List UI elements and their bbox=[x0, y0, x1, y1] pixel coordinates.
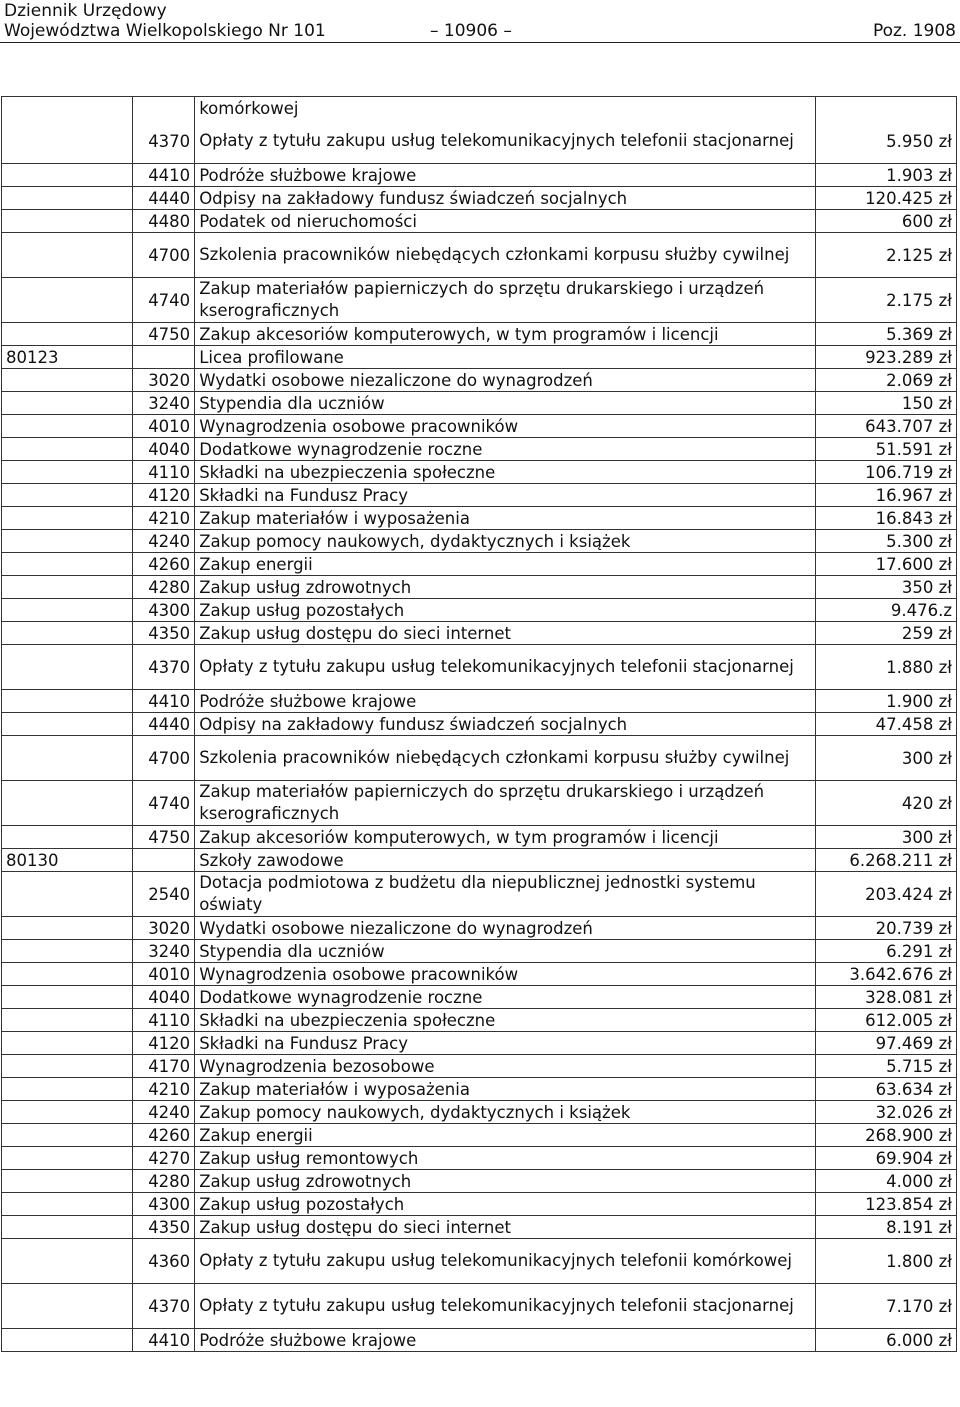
description-cell: Wynagrodzenia bezosobowe bbox=[195, 1055, 816, 1078]
description-cell: Szkolenia pracowników niebędących członkami korpusu służby cywilnej bbox=[195, 736, 816, 781]
description-cell: Licea profilowane bbox=[195, 346, 816, 369]
page-number: – 10906 – bbox=[430, 21, 512, 41]
description-cell: Składki na ubezpieczenia społeczne bbox=[195, 1009, 816, 1032]
amount-cell: 5.950 zł bbox=[815, 119, 956, 164]
table-row bbox=[2, 461, 957, 484]
table-row bbox=[2, 781, 957, 826]
division-cell bbox=[2, 1284, 133, 1329]
table-row bbox=[2, 323, 957, 346]
paragraph-cell: 4010 bbox=[133, 415, 195, 438]
paragraph-cell: 4740 bbox=[133, 781, 195, 826]
amount-cell: 1.880 zł bbox=[815, 645, 956, 690]
table-row bbox=[2, 1284, 957, 1329]
paragraph-cell: 4010 bbox=[133, 963, 195, 986]
amount-cell: 106.719 zł bbox=[815, 461, 956, 484]
amount-cell: 51.591 zł bbox=[815, 438, 956, 461]
table-row bbox=[2, 1124, 957, 1147]
division-cell bbox=[2, 530, 133, 553]
paragraph-cell bbox=[133, 97, 195, 120]
description-cell: Stypendia dla uczniów bbox=[195, 392, 816, 415]
amount-cell: 16.843 zł bbox=[815, 507, 956, 530]
description-cell: Składki na Fundusz Pracy bbox=[195, 484, 816, 507]
division-cell bbox=[2, 1216, 133, 1239]
division-cell bbox=[2, 553, 133, 576]
description-cell: Podróże służbowe krajowe bbox=[195, 690, 816, 713]
description-cell: Dodatkowe wynagrodzenie roczne bbox=[195, 438, 816, 461]
description-cell: Zakup pomocy naukowych, dydaktycznych i książek bbox=[195, 530, 816, 553]
amount-cell: 600 zł bbox=[815, 210, 956, 233]
amount-cell: 300 zł bbox=[815, 736, 956, 781]
paragraph-cell: 4410 bbox=[133, 1329, 195, 1352]
division-cell bbox=[2, 119, 133, 164]
amount-cell: 17.600 zł bbox=[815, 553, 956, 576]
paragraph-cell: 4240 bbox=[133, 1101, 195, 1124]
division-cell bbox=[2, 736, 133, 781]
description-cell: Zakup usług remontowych bbox=[195, 1147, 816, 1170]
table-row bbox=[2, 986, 957, 1009]
journal-title: Dziennik Urzędowy bbox=[4, 1, 167, 21]
table-row bbox=[2, 1193, 957, 1216]
paragraph-cell: 3240 bbox=[133, 940, 195, 963]
paragraph-cell: 4480 bbox=[133, 210, 195, 233]
table-row bbox=[2, 210, 957, 233]
division-cell bbox=[2, 940, 133, 963]
table-row bbox=[2, 599, 957, 622]
paragraph-cell: 4410 bbox=[133, 690, 195, 713]
amount-cell: 259 zł bbox=[815, 622, 956, 645]
description-cell: Podatek od nieruchomości bbox=[195, 210, 816, 233]
amount-cell: 63.634 zł bbox=[815, 1078, 956, 1101]
voivodeship-issue: Województwa Wielkopolskiego Nr 101 bbox=[4, 21, 326, 41]
table-row bbox=[2, 645, 957, 690]
division-cell bbox=[2, 323, 133, 346]
description-cell: Składki na ubezpieczenia społeczne bbox=[195, 461, 816, 484]
table-row bbox=[2, 233, 957, 278]
table-row bbox=[2, 1009, 957, 1032]
division-cell bbox=[2, 415, 133, 438]
description-cell: Zakup akcesoriów komputerowych, w tym programów i licencji bbox=[195, 826, 816, 849]
division-cell bbox=[2, 1124, 133, 1147]
paragraph-cell: 4240 bbox=[133, 530, 195, 553]
division-cell bbox=[2, 826, 133, 849]
position-number: Poz. 1908 bbox=[872, 21, 956, 41]
paragraph-cell: 4210 bbox=[133, 507, 195, 530]
description-cell: Zakup materiałów papierniczych do sprzętu drukarskiego i urządzeń kserograficznych bbox=[195, 781, 816, 826]
paragraph-cell: 4300 bbox=[133, 599, 195, 622]
paragraph-cell: 4360 bbox=[133, 1239, 195, 1284]
division-cell bbox=[2, 1055, 133, 1078]
paragraph-cell: 4740 bbox=[133, 278, 195, 323]
description-cell: Zakup akcesoriów komputerowych, w tym programów i licencji bbox=[195, 323, 816, 346]
page-header bbox=[4, 0, 956, 44]
division-cell bbox=[2, 507, 133, 530]
table-row bbox=[2, 438, 957, 461]
paragraph-cell: 3020 bbox=[133, 369, 195, 392]
table-row bbox=[2, 164, 957, 187]
amount-cell: 150 zł bbox=[815, 392, 956, 415]
division-cell bbox=[2, 1078, 133, 1101]
division-cell bbox=[2, 690, 133, 713]
division-cell bbox=[2, 1147, 133, 1170]
paragraph-cell: 4170 bbox=[133, 1055, 195, 1078]
amount-cell: 5.369 zł bbox=[815, 323, 956, 346]
paragraph-cell: 4260 bbox=[133, 553, 195, 576]
description-cell: Zakup usług zdrowotnych bbox=[195, 576, 816, 599]
amount-cell: 69.904 zł bbox=[815, 1147, 956, 1170]
description-cell: Wynagrodzenia osobowe pracowników bbox=[195, 415, 816, 438]
amount-cell: 1.900 zł bbox=[815, 690, 956, 713]
description-cell: Szkoły zawodowe bbox=[195, 849, 816, 872]
table-row bbox=[2, 507, 957, 530]
table-row bbox=[2, 1239, 957, 1284]
description-cell: Zakup usług pozostałych bbox=[195, 599, 816, 622]
division-cell bbox=[2, 622, 133, 645]
paragraph-cell: 4040 bbox=[133, 986, 195, 1009]
paragraph-cell: 4370 bbox=[133, 1284, 195, 1329]
paragraph-cell: 4120 bbox=[133, 1032, 195, 1055]
amount-cell: 612.005 zł bbox=[815, 1009, 956, 1032]
amount-cell: 6.291 zł bbox=[815, 940, 956, 963]
table-row bbox=[2, 278, 957, 323]
amount-cell: 7.170 zł bbox=[815, 1284, 956, 1329]
division-cell bbox=[2, 97, 133, 120]
table-row bbox=[2, 826, 957, 849]
division-cell bbox=[2, 781, 133, 826]
amount-cell: 203.424 zł bbox=[815, 872, 956, 917]
description-cell: Zakup usług dostępu do sieci internet bbox=[195, 622, 816, 645]
table-row bbox=[2, 369, 957, 392]
division-cell bbox=[2, 963, 133, 986]
amount-cell: 5.715 zł bbox=[815, 1055, 956, 1078]
table-row bbox=[2, 119, 957, 164]
division-cell bbox=[2, 233, 133, 278]
description-cell: Zakup energii bbox=[195, 1124, 816, 1147]
paragraph-cell: 4750 bbox=[133, 826, 195, 849]
paragraph-cell: 4410 bbox=[133, 164, 195, 187]
amount-cell: 20.739 zł bbox=[815, 917, 956, 940]
paragraph-cell: 4440 bbox=[133, 187, 195, 210]
division-cell bbox=[2, 1101, 133, 1124]
paragraph-cell: 3020 bbox=[133, 917, 195, 940]
table-row bbox=[2, 690, 957, 713]
amount-cell: 5.300 zł bbox=[815, 530, 956, 553]
description-cell: Zakup usług dostępu do sieci internet bbox=[195, 1216, 816, 1239]
table-row bbox=[2, 1216, 957, 1239]
paragraph-cell: 4350 bbox=[133, 1216, 195, 1239]
division-cell bbox=[2, 1032, 133, 1055]
budget-table bbox=[1, 96, 957, 1352]
amount-cell: 32.026 zł bbox=[815, 1101, 956, 1124]
amount-cell: 97.469 zł bbox=[815, 1032, 956, 1055]
paragraph-cell: 4210 bbox=[133, 1078, 195, 1101]
table-row bbox=[2, 713, 957, 736]
table-row bbox=[2, 553, 957, 576]
table-row bbox=[2, 1055, 957, 1078]
paragraph-cell: 4270 bbox=[133, 1147, 195, 1170]
amount-cell bbox=[815, 97, 956, 120]
division-cell bbox=[2, 645, 133, 690]
division-cell: 80123 bbox=[2, 346, 133, 369]
description-cell: Zakup materiałów i wyposażenia bbox=[195, 507, 816, 530]
table-row bbox=[2, 1032, 957, 1055]
table-row bbox=[2, 872, 957, 917]
table-row bbox=[2, 530, 957, 553]
division-cell bbox=[2, 392, 133, 415]
amount-cell: 9.476.z bbox=[815, 599, 956, 622]
paragraph-cell: 4370 bbox=[133, 119, 195, 164]
division-cell bbox=[2, 576, 133, 599]
table-row bbox=[2, 1170, 957, 1193]
amount-cell: 3.642.676 zł bbox=[815, 963, 956, 986]
amount-cell: 643.707 zł bbox=[815, 415, 956, 438]
paragraph-cell: 4750 bbox=[133, 323, 195, 346]
amount-cell: 2.175 zł bbox=[815, 278, 956, 323]
division-cell bbox=[2, 872, 133, 917]
paragraph-cell: 4440 bbox=[133, 713, 195, 736]
amount-cell: 2.125 zł bbox=[815, 233, 956, 278]
table-row bbox=[2, 1101, 957, 1124]
table-row bbox=[2, 622, 957, 645]
table-row bbox=[2, 97, 957, 120]
description-cell: Odpisy na zakładowy fundusz świadczeń socjalnych bbox=[195, 187, 816, 210]
description-cell: Dotacja podmiotowa z budżetu dla niepublicznej jednostki systemu oświaty bbox=[195, 872, 816, 917]
division-cell bbox=[2, 210, 133, 233]
table-row bbox=[2, 940, 957, 963]
paragraph-cell: 4120 bbox=[133, 484, 195, 507]
amount-cell: 8.191 zł bbox=[815, 1216, 956, 1239]
description-cell: Opłaty z tytułu zakupu usług telekomunikacyjnych telefonii stacjonarnej bbox=[195, 119, 816, 164]
description-cell: Opłaty z tytułu zakupu usług telekomunikacyjnych telefonii komórkowej bbox=[195, 1239, 816, 1284]
paragraph-cell: 4110 bbox=[133, 461, 195, 484]
paragraph-cell: 3240 bbox=[133, 392, 195, 415]
amount-cell: 420 zł bbox=[815, 781, 956, 826]
table-row bbox=[2, 415, 957, 438]
division-cell: 80130 bbox=[2, 849, 133, 872]
header-rule bbox=[0, 42, 960, 43]
description-cell: Zakup usług pozostałych bbox=[195, 1193, 816, 1216]
amount-cell: 6.000 zł bbox=[815, 1329, 956, 1352]
paragraph-cell: 4300 bbox=[133, 1193, 195, 1216]
table-row bbox=[2, 849, 957, 872]
description-cell: Wydatki osobowe niezaliczone do wynagrodzeń bbox=[195, 369, 816, 392]
division-cell bbox=[2, 438, 133, 461]
table-row bbox=[2, 1078, 957, 1101]
amount-cell: 6.268.211 zł bbox=[815, 849, 956, 872]
description-cell: Podróże służbowe krajowe bbox=[195, 164, 816, 187]
division-cell bbox=[2, 278, 133, 323]
division-cell bbox=[2, 1009, 133, 1032]
amount-cell: 923.289 zł bbox=[815, 346, 956, 369]
amount-cell: 1.800 zł bbox=[815, 1239, 956, 1284]
description-cell: Odpisy na zakładowy fundusz świadczeń socjalnych bbox=[195, 713, 816, 736]
paragraph-cell: 4110 bbox=[133, 1009, 195, 1032]
paragraph-cell bbox=[133, 849, 195, 872]
description-cell: Opłaty z tytułu zakupu usług telekomunikacyjnych telefonii stacjonarnej bbox=[195, 1284, 816, 1329]
paragraph-cell: 4700 bbox=[133, 736, 195, 781]
division-cell bbox=[2, 369, 133, 392]
division-cell bbox=[2, 917, 133, 940]
paragraph-cell: 4260 bbox=[133, 1124, 195, 1147]
division-cell bbox=[2, 164, 133, 187]
amount-cell: 1.903 zł bbox=[815, 164, 956, 187]
division-cell bbox=[2, 986, 133, 1009]
table-row bbox=[2, 917, 957, 940]
division-cell bbox=[2, 1193, 133, 1216]
description-cell: komórkowej bbox=[195, 97, 816, 120]
amount-cell: 350 zł bbox=[815, 576, 956, 599]
description-cell: Wynagrodzenia osobowe pracowników bbox=[195, 963, 816, 986]
division-cell bbox=[2, 1329, 133, 1352]
description-cell: Zakup usług zdrowotnych bbox=[195, 1170, 816, 1193]
division-cell bbox=[2, 713, 133, 736]
paragraph-cell: 4700 bbox=[133, 233, 195, 278]
description-cell: Zakup energii bbox=[195, 553, 816, 576]
paragraph-cell: 4040 bbox=[133, 438, 195, 461]
table-row bbox=[2, 1147, 957, 1170]
division-cell bbox=[2, 461, 133, 484]
paragraph-cell bbox=[133, 346, 195, 369]
division-cell bbox=[2, 187, 133, 210]
division-cell bbox=[2, 484, 133, 507]
division-cell bbox=[2, 599, 133, 622]
division-cell bbox=[2, 1239, 133, 1284]
amount-cell: 328.081 zł bbox=[815, 986, 956, 1009]
description-cell: Podróże służbowe krajowe bbox=[195, 1329, 816, 1352]
description-cell: Zakup materiałów i wyposażenia bbox=[195, 1078, 816, 1101]
table-row bbox=[2, 963, 957, 986]
amount-cell: 2.069 zł bbox=[815, 369, 956, 392]
table-row bbox=[2, 392, 957, 415]
table-row bbox=[2, 187, 957, 210]
paragraph-cell: 4280 bbox=[133, 576, 195, 599]
description-cell: Składki na Fundusz Pracy bbox=[195, 1032, 816, 1055]
table-row bbox=[2, 736, 957, 781]
description-cell: Zakup materiałów papierniczych do sprzętu drukarskiego i urządzeń kserograficznych bbox=[195, 278, 816, 323]
paragraph-cell: 4370 bbox=[133, 645, 195, 690]
table-row bbox=[2, 346, 957, 369]
amount-cell: 120.425 zł bbox=[815, 187, 956, 210]
paragraph-cell: 4280 bbox=[133, 1170, 195, 1193]
amount-cell: 123.854 zł bbox=[815, 1193, 956, 1216]
amount-cell: 268.900 zł bbox=[815, 1124, 956, 1147]
table-row bbox=[2, 576, 957, 599]
amount-cell: 4.000 zł bbox=[815, 1170, 956, 1193]
amount-cell: 47.458 zł bbox=[815, 713, 956, 736]
division-cell bbox=[2, 1170, 133, 1193]
amount-cell: 16.967 zł bbox=[815, 484, 956, 507]
table-row bbox=[2, 484, 957, 507]
description-cell: Wydatki osobowe niezaliczone do wynagrodzeń bbox=[195, 917, 816, 940]
budget-table-body bbox=[2, 97, 957, 1352]
table-row bbox=[2, 1329, 957, 1352]
description-cell: Szkolenia pracowników niebędących członkami korpusu służby cywilnej bbox=[195, 233, 816, 278]
amount-cell: 300 zł bbox=[815, 826, 956, 849]
description-cell: Stypendia dla uczniów bbox=[195, 940, 816, 963]
description-cell: Dodatkowe wynagrodzenie roczne bbox=[195, 986, 816, 1009]
description-cell: Opłaty z tytułu zakupu usług telekomunikacyjnych telefonii stacjonarnej bbox=[195, 645, 816, 690]
paragraph-cell: 2540 bbox=[133, 872, 195, 917]
description-cell: Zakup pomocy naukowych, dydaktycznych i książek bbox=[195, 1101, 816, 1124]
paragraph-cell: 4350 bbox=[133, 622, 195, 645]
